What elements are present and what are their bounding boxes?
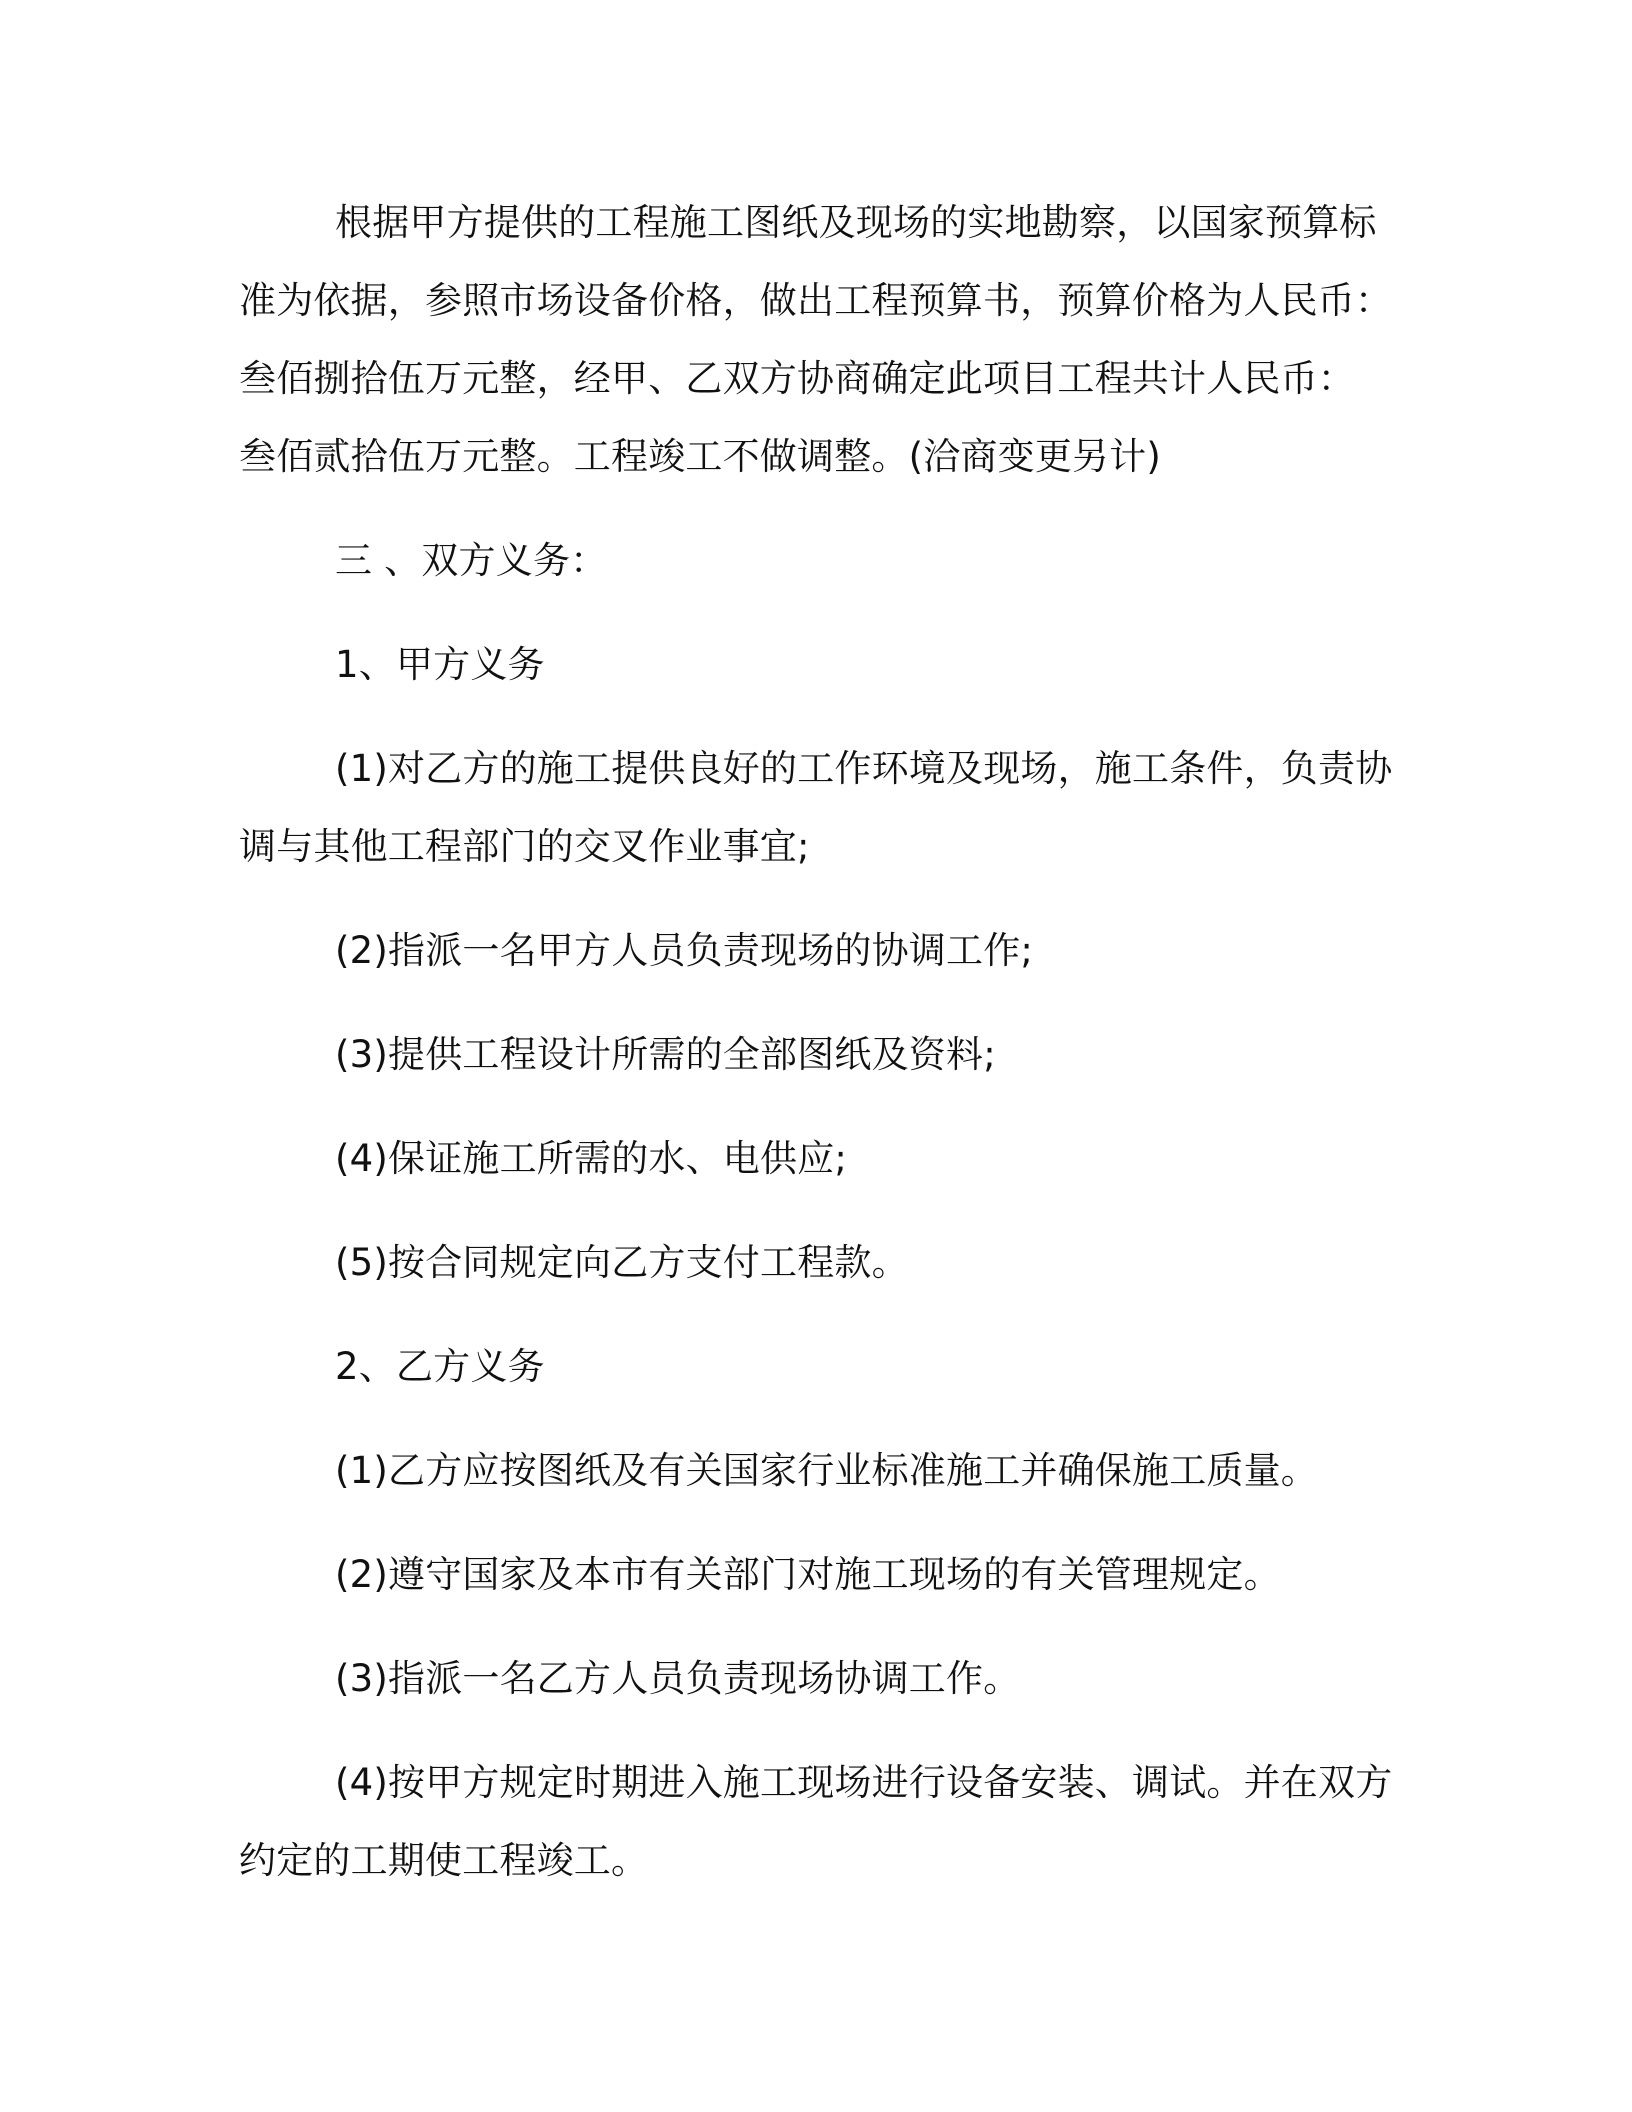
paragraph-line: (4)按甲方规定时期进入施工现场进行设备安装、调试。并在双方 xyxy=(335,1761,1393,1804)
party-b-item-2 xyxy=(239,1536,1399,1614)
party-a-heading xyxy=(239,626,1399,704)
paragraph-line: (3)指派一名乙方人员负责现场协调工作。 xyxy=(335,1657,1021,1700)
paragraph-line: 约定的工期使工程竣工。 xyxy=(239,1839,649,1882)
subsection-heading-text: 1、甲方义务 xyxy=(335,643,545,686)
paragraph-line: (2)遵守国家及本市有关部门对施工现场的有关管理规定。 xyxy=(335,1553,1281,1596)
paragraph-line: 根据甲方提供的工程施工图纸及现场的实地勘察，以国家预算标 xyxy=(335,201,1377,244)
paragraph-line: (3)提供工程设计所需的全部图纸及资料; xyxy=(335,1033,996,1076)
paragraph-line: 准为依据，参照市场设备价格，做出工程预算书，预算价格为人民币： xyxy=(239,279,1393,322)
section-heading-obligations xyxy=(239,522,1399,600)
paragraph-line: (4)保证施工所需的水、电供应; xyxy=(335,1137,848,1180)
party-a-item-5 xyxy=(239,1224,1399,1302)
paragraph-line: (1)乙方应按图纸及有关国家行业标准施工并确保施工质量。 xyxy=(335,1449,1319,1492)
party-a-item-3 xyxy=(239,1016,1399,1094)
subsection-heading-text: 2、乙方义务 xyxy=(335,1345,545,1388)
paragraph-line: 叁佰捌拾伍万元整，经甲、乙双方协商确定此项目工程共计人民币： xyxy=(239,357,1355,400)
paragraph-line: 叁佰贰拾伍万元整。工程竣工不做调整。(洽商变更另计) xyxy=(239,435,1162,478)
party-b-item-3 xyxy=(239,1640,1399,1718)
party-a-item-2 xyxy=(239,912,1399,990)
party-b-item-4 xyxy=(239,1744,1399,1900)
paragraph-line: (1)对乙方的施工提供良好的工作环境及现场，施工条件，负责协 xyxy=(335,747,1393,790)
party-a-item-4 xyxy=(239,1120,1399,1198)
paragraph-line: 调与其他工程部门的交叉作业事宜; xyxy=(239,825,810,868)
paragraph-line: (5)按合同规定向乙方支付工程款。 xyxy=(335,1241,909,1284)
party-a-item-1 xyxy=(239,730,1399,886)
paragraph-line: (2)指派一名甲方人员负责现场的协调工作; xyxy=(335,929,1034,972)
budget-paragraph xyxy=(239,184,1399,496)
party-b-heading xyxy=(239,1328,1399,1406)
document-body xyxy=(239,184,1399,1900)
section-heading-text: 三 、双方义务： xyxy=(335,539,608,582)
party-b-item-1 xyxy=(239,1432,1399,1510)
